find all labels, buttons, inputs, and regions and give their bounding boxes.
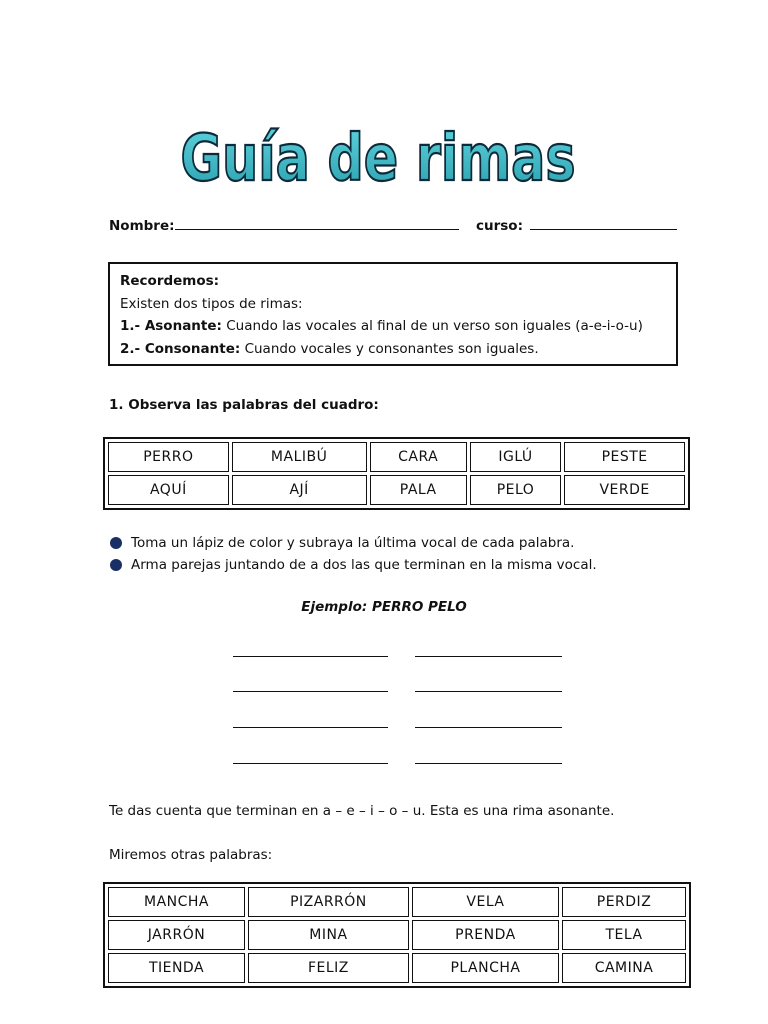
table-cell: VELA — [412, 887, 559, 917]
example-text: Ejemplo: PERRO PELO — [301, 599, 467, 615]
recordemos-box — [108, 262, 678, 366]
table-cell: AQUÍ — [108, 475, 229, 505]
bullet-instruction — [110, 535, 574, 551]
table-cell: PRENDA — [412, 920, 559, 950]
item-term: Asonante: — [144, 318, 222, 334]
table-cell: CAMINA — [562, 953, 686, 983]
name-label: Nombre: — [109, 218, 175, 234]
table-cell: PERRO — [108, 442, 229, 472]
table-cell: JARRÓN — [108, 920, 245, 950]
item-term: Consonante: — [144, 340, 241, 357]
answer-blank[interactable] — [415, 763, 562, 764]
answer-blank[interactable] — [233, 691, 388, 692]
table-cell: PALA — [370, 475, 467, 505]
bullet-dot-icon — [110, 537, 122, 549]
item-number: 1.- — [120, 318, 145, 334]
item-definition: Cuando vocales y consonantes son iguales. — [240, 340, 539, 357]
table-cell: FELIZ — [248, 953, 409, 983]
rhyme-type-consonante — [120, 338, 666, 361]
recordemos-heading: Recordemos: — [120, 273, 220, 289]
page-title — [0, 108, 768, 198]
item-definition: Cuando las vocales al final de un verso son iguales (a-e-i-o-u) — [221, 318, 643, 334]
course-field-row — [476, 216, 677, 234]
table-cell: AJÍ — [232, 475, 367, 505]
table-row — [108, 953, 686, 983]
bullet-instruction — [110, 557, 597, 573]
table-cell: CARA — [370, 442, 467, 472]
answer-blank[interactable] — [233, 727, 388, 728]
table-cell: VERDE — [564, 475, 685, 505]
table-row — [108, 887, 686, 917]
answer-blank[interactable] — [415, 727, 562, 728]
title-text: Guía de rimas — [180, 122, 576, 196]
item-number: 2.- — [120, 340, 145, 357]
table-cell: TELA — [562, 920, 686, 950]
course-blank[interactable] — [530, 216, 677, 230]
conclusion-text: Te das cuenta que terminan en a – e – i – o – u. Esta es una rima asonante. — [109, 803, 615, 819]
table-cell: PIZARRÓN — [248, 887, 409, 917]
name-field-row — [109, 216, 459, 234]
table-cell: IGLÚ — [470, 442, 561, 472]
table-cell: PERDIZ — [562, 887, 686, 917]
answer-blank[interactable] — [233, 656, 388, 657]
bullet-text: Toma un lápiz de color y subraya la última vocal de cada palabra. — [131, 535, 575, 551]
bullet-text: Arma parejas juntando de a dos las que terminan en la misma vocal. — [131, 557, 597, 573]
section-1-heading: 1. Observa las palabras del cuadro: — [109, 397, 379, 413]
table-cell: PELO — [470, 475, 561, 505]
table-cell: TIENDA — [108, 953, 245, 983]
answer-blank[interactable] — [415, 656, 562, 657]
table-row — [108, 442, 685, 472]
table-cell: PESTE — [564, 442, 685, 472]
table-cell: PLANCHA — [412, 953, 559, 983]
table-cell: MANCHA — [108, 887, 245, 917]
table-cell: MINA — [248, 920, 409, 950]
table-cell: MALIBÚ — [232, 442, 367, 472]
word-table-1 — [103, 437, 690, 510]
recordemos-intro: Existen dos tipos de rimas: — [120, 295, 303, 312]
word-table-2 — [103, 882, 691, 988]
answer-blank[interactable] — [233, 763, 388, 764]
rhyme-type-asonante — [120, 315, 666, 338]
answer-blank[interactable] — [415, 691, 562, 692]
section-2-intro: Miremos otras palabras: — [109, 847, 273, 863]
bullet-dot-icon — [110, 559, 122, 571]
table-row — [108, 475, 685, 505]
table-row — [108, 920, 686, 950]
course-label: curso: — [476, 218, 523, 234]
name-blank[interactable] — [175, 216, 459, 230]
